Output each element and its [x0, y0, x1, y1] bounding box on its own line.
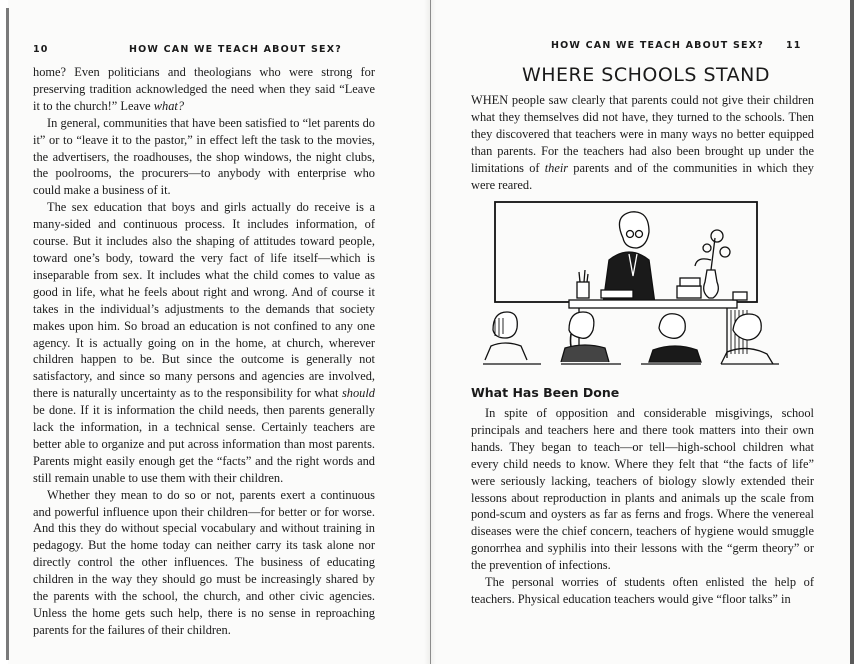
paragraph: In general, communities that have been satisfied to “let parents do it” or to “leave it to the pastor,” in effect left the task to the movies, the advertisers, the roadhouses, the shop windows, the night clubs, the poolrooms, the procurers—to anybody with enterprise who could make a business of it. [33, 115, 375, 198]
paragraph: home? Even politicians and theologians who were strong for preserving tradition acknowledged the need when they said “Leave it to the church!” Leave what? [33, 65, 375, 113]
page-edge-left [6, 8, 9, 660]
emphasis: their [544, 160, 569, 175]
paragraph: The sex education that boys and girls actually do receive is a many-sided and continuous process. It includes information, of course. But it includes also the shaping of attitudes toward people, toward one’s body, toward the very fact of life itself—which is inseparable from sex. It includes what the child comes to value as good in life, what he feels about right and wrong. And of course it takes in the individual’s adjustments to the demands that society makes upon him. So broad an education is not confined to any one agency. It is actually going on in the home, at church, wherever children happen to be. But since the outcome is generally not satisfactory, and since so many persons and agencies are involved, there is naturally uncertainty as to the responsibility for what should be done. If it is information the child needs, then parents generally lack the information, in a technical sense. Certainly teachers are better able to organize and put across information than most parents. Parents might easily enough get the “facts” and the right words and still remain unable to use them with their children. [33, 200, 375, 485]
intro-text [471, 92, 814, 193]
book-gutter [430, 0, 431, 664]
chapter-title: WHERE SCHOOLS STAND [521, 64, 771, 86]
running-head-title: HOW CAN WE TEACH ABOUT SEX? [129, 44, 342, 55]
running-head-right [481, 40, 811, 54]
student-3-figure [649, 314, 701, 362]
student-1-figure [485, 312, 527, 360]
page-number: 11 [786, 40, 802, 51]
running-head-title: HOW CAN WE TEACH ABOUT SEX? [551, 40, 764, 51]
student-4-figure [721, 314, 773, 364]
pencil-cup-icon [577, 270, 589, 298]
scan-margin-right [854, 0, 864, 664]
emphasis: should [341, 386, 375, 401]
student-2-figure [561, 312, 609, 362]
left-body-text [33, 64, 375, 639]
left-page [33, 0, 383, 664]
page-number: 10 [33, 44, 49, 55]
emphasis: what? [153, 98, 185, 113]
section-text [471, 405, 814, 608]
paragraph: The personal worries of students often enlisted the help of teachers. Physical education teachers would give “floor talks” in [471, 575, 814, 606]
paragraph: In spite of opposition and considerable misgivings, school principals and teachers here and there took matters into their own hands. They began to teach—or tell—high-school children what every child needs to know. Where they felt that “the facts of life” were seriously lacking, teachers of biology slowly extended their lessons about reproduction in plants and animals up the scale from pond-scum and oysters as far as ferns and frogs. Where the venereal diseases were the chief concern, teachers of hygiene would smuggle gonorrhea and syphilis into their lessons with the “germ theory” or the prevention of infections. [471, 406, 814, 573]
paragraph: Whether they mean to do so or not, parents exert a continuous and powerful influence upon their children—for better or for worse. And this they do without special vocabulary and without training in pedagogy. But the home today can neither carry its task alone nor directly control the other influences. The business of educating children in the way they should go must be increasingly shared by the parents with the school, the church, and other civic agencies. Unless the home gets such help, there is no sense in reproaching parents for the failures of their children. [33, 487, 375, 637]
section-heading: What Has Been Done [471, 385, 620, 400]
classroom-illustration [481, 198, 781, 366]
small-box-icon [733, 292, 747, 300]
running-head-left [33, 44, 383, 58]
paragraph: WHEN people saw clearly that parents could not give their children what they themselves did not have, they turned to the schools. Then they discovered that teachers were in many ways no better equipped than parents. For the teachers had also been brought up under the limitations of their parents and of the communities in which they were reared. [471, 93, 814, 192]
